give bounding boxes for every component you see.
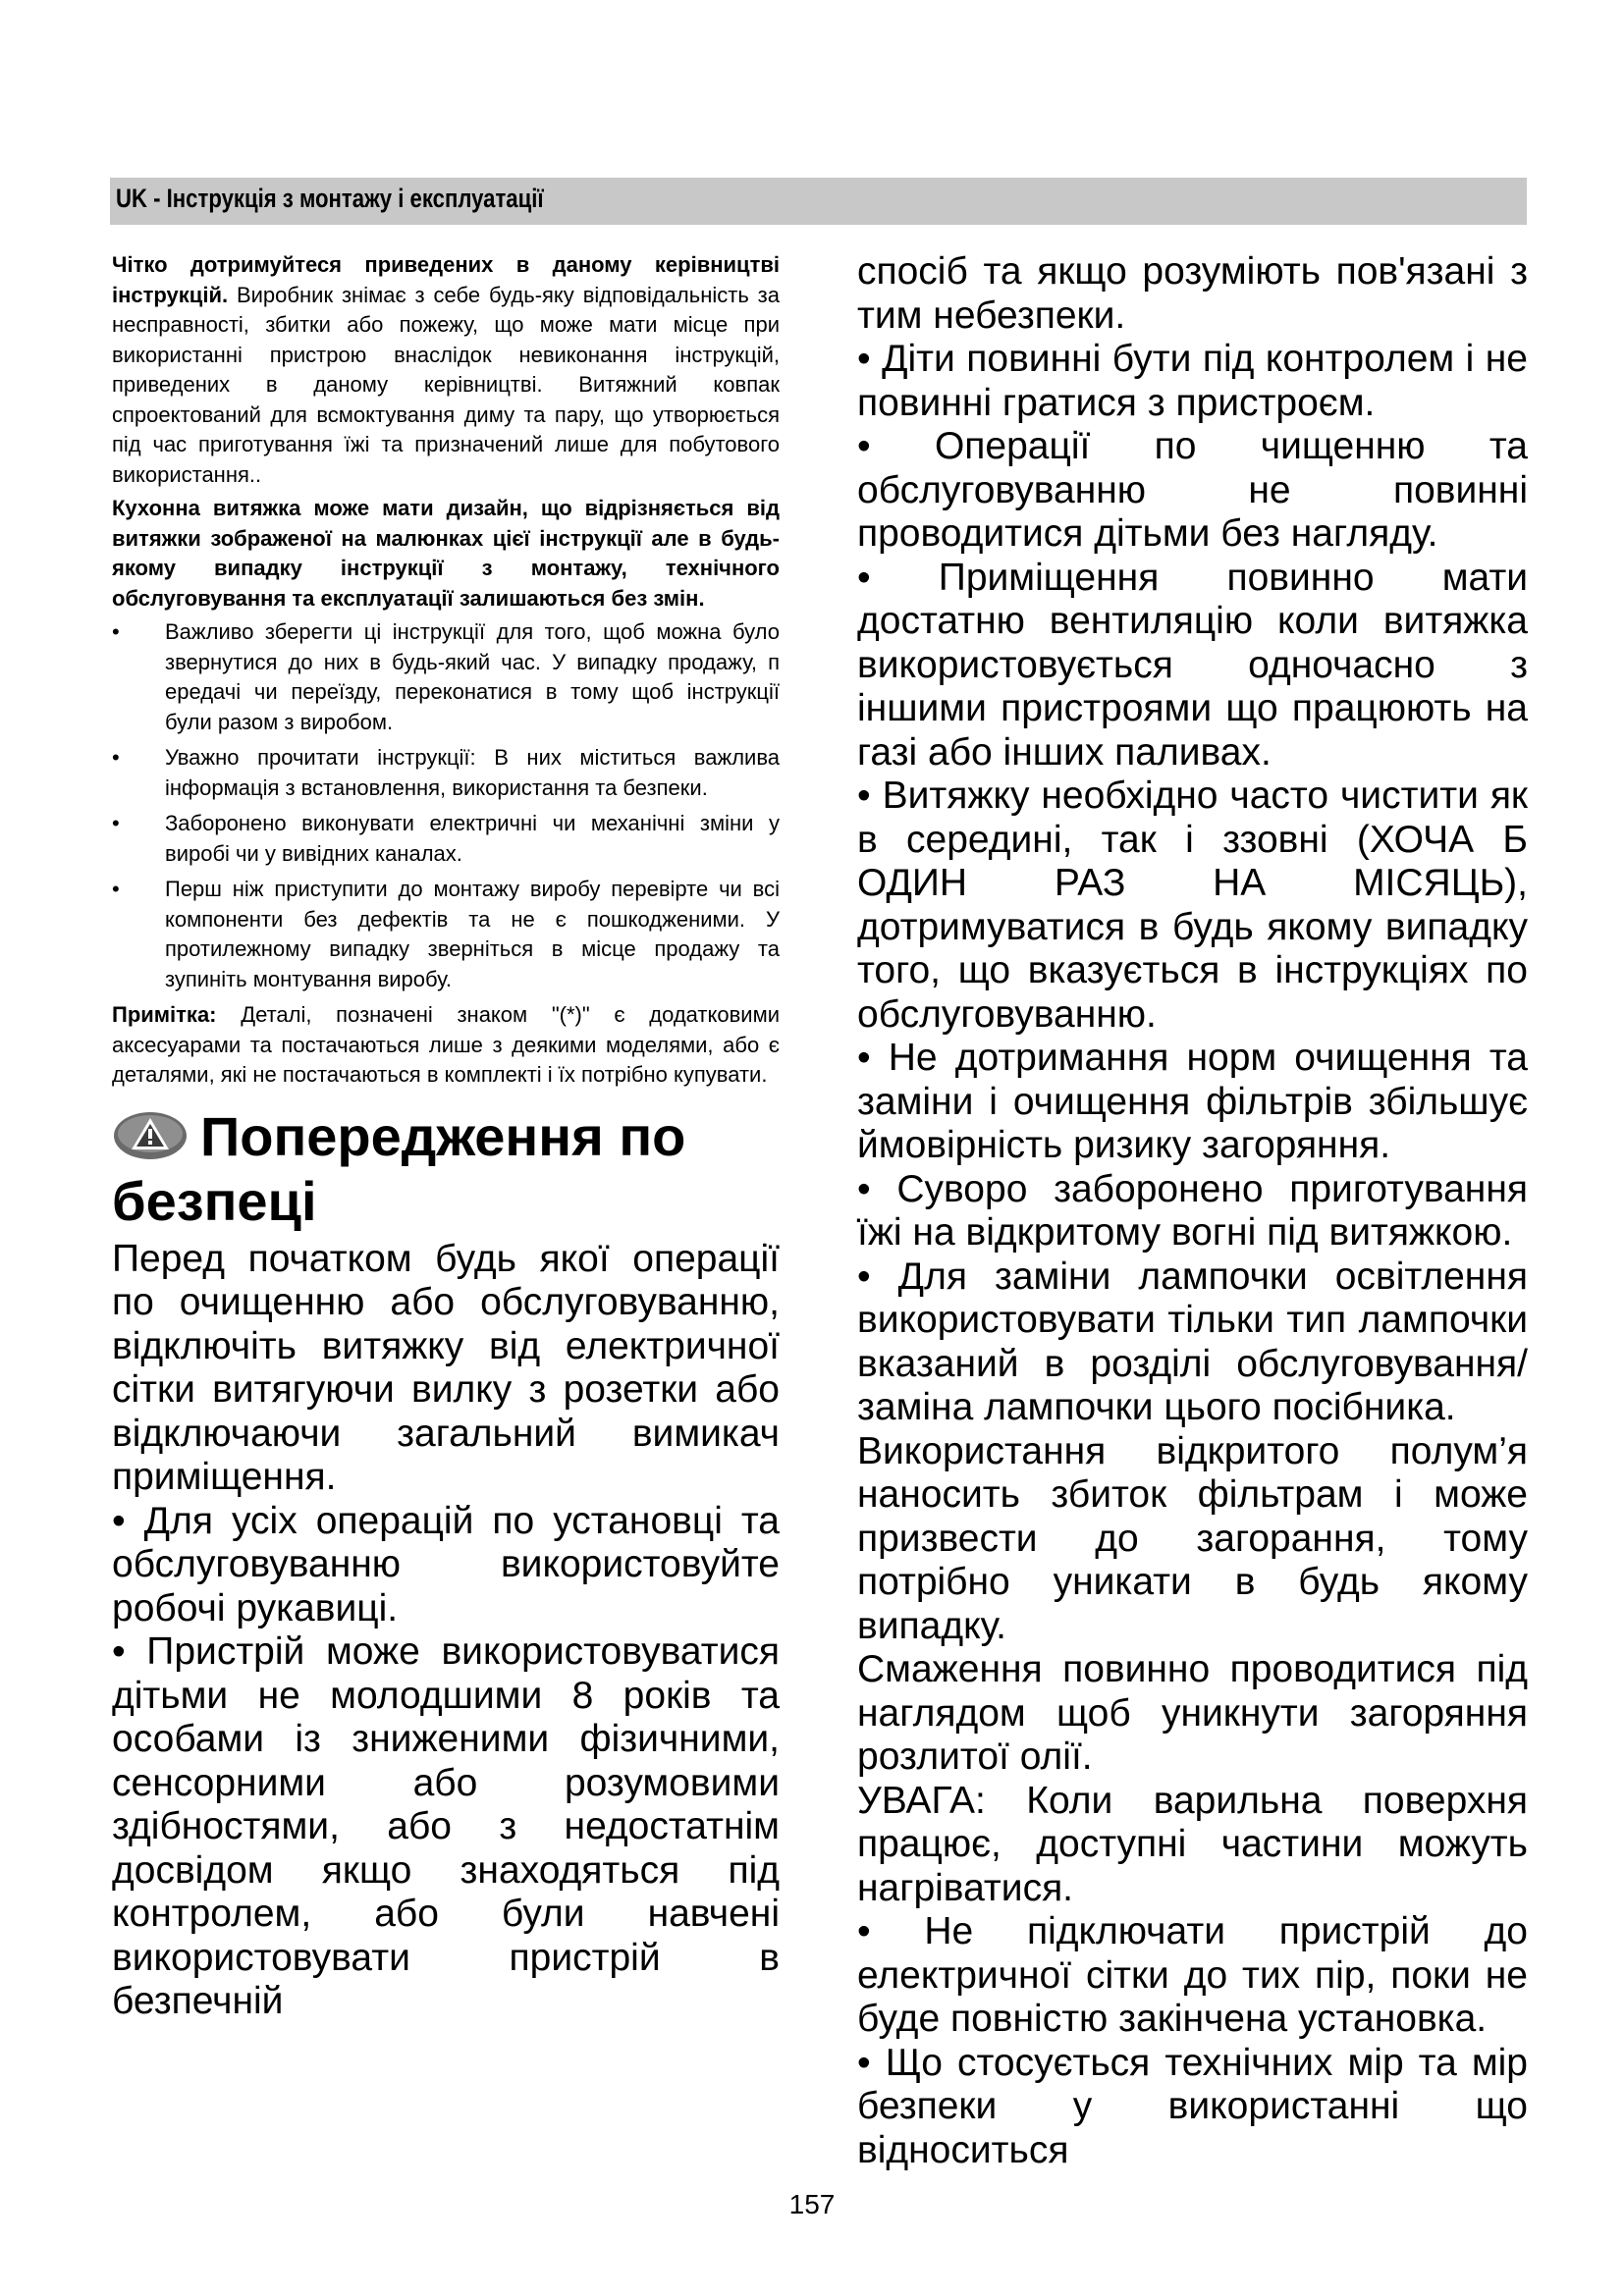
note-label: Примітка: [112,1002,217,1027]
safety-paragraph: • Діти повинні бути під контролем і не повинні гратися з пристроєм. [857,338,1528,424]
safety-paragraph: • Приміщення повинно мати достатню вентиляцію коли витяжка використовується одночасно з іншими пристроями що працюють на газі або інших паливах. [857,556,1528,774]
safety-paragraph: • Витяжку необхідно часто чистити як в середині, так і ззовні (ХОЧА Б ОДИН РАЗ НА МІСЯЦЬ), дотримуватися в будь якому випадку того, що вказується в інструкціях по обслуговуванню. [857,774,1528,1036]
design-note-paragraph [112,494,780,614]
list-item-text: Перш ніж приступити до монтажу виробу перевірте чи всі компоненти без дефектів та не є пошкодженими. У протилежному випадку зверніться в місце продажу та зупиніть монтування виробу. [165,877,780,991]
safety-paragraph: • Не дотримання норм очищення та заміни і очищення фільтрів збільшує ймовірність ризику загоряння. [857,1037,1528,1166]
bullet-icon: • [112,619,120,644]
safety-paragraph: • Для усіх операцій по установці та обслуговуванню використовуйте робочі рукавиці. [112,1499,780,1629]
list-item [112,743,780,803]
list-item [112,875,780,994]
intro-paragraph [112,250,780,490]
safety-paragraph: • Суворо заборонено приготування їжі на відкритому вогні під витяжкою. [857,1167,1528,1254]
safety-paragraph: • Для заміни лампочки освітлення використовувати тільки тип лампочки вказаний в розділі обслуговування/заміна лампочки цього посібника. [857,1255,1528,1428]
warning-icon [112,1110,189,1161]
list-item [112,617,780,737]
list-item-text: Важливо зберегти ці інструкції для того, щоб можна було звернутися до них в будь-який час. У випадку продажу, п ередачі чи переїзду, переконатися в тому щоб інструкції були разом з виробом. [165,619,780,734]
safety-paragraph: • Операції по чищенню та обслуговуванню не повинні проводитися дітьми без нагляду. [857,425,1528,555]
page-number: 157 [788,2189,836,2219]
list-item-text: Уважно прочитати інструкції: В них міститься важлива інформація з встановлення, використання та безпеки. [165,745,780,800]
safety-paragraph: • Пристрій може використовуватися дітьми не молодшими 8 років та особами із зниженими фізичними, сенсорними або розумовими здібностями, або з недостатнім досвідом якщо знаходяться під контролем, або були навчені використовувати пристрій в безпечній [112,1630,780,2022]
safety-paragraph: • Що стосується технічних мір та мір безпеки у використанні що відноситься [857,2041,1528,2171]
intro-bold-text: Чітко дотримуйтеся приведених в даному керівництві інструкцій. [112,252,780,307]
bullet-icon: • [112,745,120,770]
safety-paragraph: Перед початком будь якої операції по очищенню або обслуговуванню, відключіть витяжку від електричної сітки витягуючи вилку з розетки або відключаючи загальний вимикач приміщення. [112,1237,780,1498]
list-item-text: Заборонено виконувати електричні чи механічні зміни у виробі чи у вивідних каналах. [165,811,780,866]
list-item [112,809,780,869]
section-header-title: UK - Інструкція з монтажу і експлуатації [116,184,544,213]
note-paragraph [112,1000,780,1091]
bullet-icon: • [112,877,120,901]
intro-bullet-list [112,617,780,994]
safety-paragraph: УВАГА: Коли варильна поверхня працює, доступні частини можуть нагріватися. [857,1779,1528,1909]
right-column [857,250,1528,2172]
safety-heading [112,1104,780,1234]
safety-paragraph: Використання відкритого полум’я наносить збиток фільтрам і може призвести до загорання, тому потрібно уникати в будь якому випадку. [857,1429,1528,1647]
safety-title: Попередження по безпеці [112,1104,686,1232]
safety-paragraph: спосіб та якщо розуміють пов'язані з тим небезпеки. [857,250,1528,337]
bullet-icon: • [112,811,120,835]
design-note-text: Кухонна витяжка може мати дизайн, що відрізняється від витяжки зображеної на малюнках цієї інструкції але в будь-якому випадку інструкції з монтажу, технічного обслуговування та експлуатації залишаються без змін. [112,496,780,611]
safety-paragraph: • Не підключати пристрій до електричної сітки до тих пір, поки не буде повністю закінчена установка. [857,1910,1528,2040]
note-text: Деталі, позначені знаком "(*)" є додатковими аксесуарами та постачаються лише з деякими моделями, або є деталями, які не постачаються в комплекті і їх потрібно купувати. [112,1002,780,1087]
safety-paragraph: Смаження повинно проводитися під наглядом щоб уникнути загоряння розлитої олії. [857,1648,1528,1778]
left-column [112,250,780,2024]
intro-text: Виробник знімає з себе будь-яку відповідальність за несправності, збитки або пожежу, що може мати місце при використанні пристрою внаслідок невиконання інструкцій, приведених в даному керівництві. Витяжний ковпак спроектований для всмоктування диму та пару, що утворюється під час приготування їжі та призначений лише для побутового використання.. [112,282,780,487]
